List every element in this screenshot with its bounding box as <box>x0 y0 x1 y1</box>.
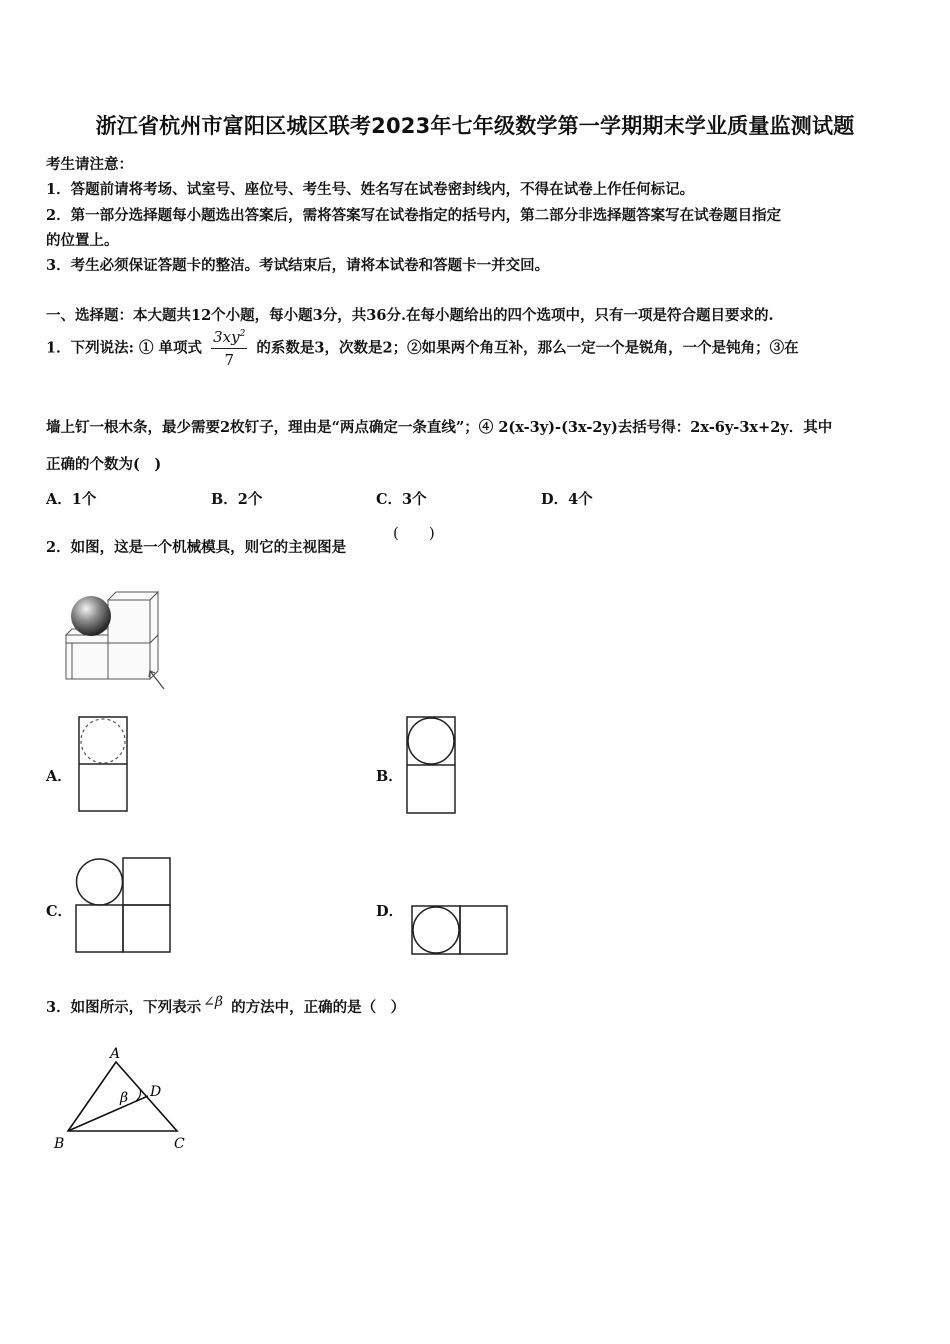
notice-item-2: 2．第一部分选择题每小题选出答案后，需将答案写在试卷指定的括号内，第二部分非选择题答案写在试卷题目指定 <box>46 207 782 224</box>
q1-option-b[interactable]: B．2个 <box>211 491 263 508</box>
q1-fraction-exponent: 2 <box>239 329 246 339</box>
q3-text-a: 3．如图所示，下列表示 <box>46 999 202 1016</box>
q2-mold-figure <box>58 585 168 695</box>
label-c: C <box>174 1136 185 1152</box>
label-a: A <box>110 1046 121 1062</box>
notice-item-2-cont: 的位置上。 <box>46 232 119 249</box>
q1-fraction-denominator: 7 <box>224 351 234 369</box>
q2-option-d[interactable]: D． <box>376 903 404 920</box>
q2-option-b[interactable]: B． <box>376 768 403 785</box>
q3-angle-symbol: ∠β <box>203 994 223 1010</box>
q2-blank: ( ) <box>393 524 435 542</box>
q3-text-b: 的方法中，正确的是（ ） <box>231 999 406 1016</box>
q2-option-c[interactable]: C． <box>46 903 73 920</box>
label-beta: β <box>120 1090 129 1106</box>
question-1-line-3: 正确的个数为( ) <box>46 456 162 473</box>
q1-text-a: 1．下列说法: ① 单项式 <box>46 339 203 357</box>
page-title: 浙江省杭州市富阳区城区联考2023年七年级数学第一学期期末学业质量监测试题 <box>95 114 855 138</box>
q2-option-a[interactable]: A． <box>46 768 72 785</box>
question-1-line-1 <box>46 328 799 369</box>
q1-fraction <box>211 328 247 369</box>
notice-item-1: 1．答题前请将考场、试室号、座位号、考生号、姓名写在试卷密封线内，不得在试卷上作任何标记。 <box>46 181 695 198</box>
q1-option-c[interactable]: C．3个 <box>376 491 427 508</box>
q2-option-b-figure[interactable] <box>406 716 458 814</box>
section-heading: 一、选择题：本大题共12个小题，每小题3分，共36分.在每小题给出的四个选项中，只有一项是符合题目要求的. <box>46 307 774 324</box>
q1-option-d[interactable]: D．4个 <box>541 491 593 508</box>
sphere-shape <box>71 596 111 636</box>
label-d: D <box>150 1084 162 1100</box>
q1-fraction-numerator: 3xy <box>213 328 240 346</box>
q2-option-c-figure[interactable] <box>75 856 173 954</box>
label-b: B <box>54 1136 65 1152</box>
notice-item-3: 3．考生必须保证答题卡的整洁。考试结束后，请将本试卷和答题卡一并交回。 <box>46 257 550 274</box>
q3-triangle-figure <box>50 1042 200 1154</box>
question-2-stem: 2．如图，这是一个机械模具，则它的主视图是 <box>46 539 347 556</box>
q2-option-d-figure[interactable] <box>410 904 510 956</box>
q1-text-b: 的系数是3，次数是2；②如果两个角互补，那么一定一个是锐角，一个是钝角；③在 <box>256 339 799 357</box>
question-3-line <box>46 996 405 1017</box>
q2-option-a-figure[interactable] <box>78 716 130 812</box>
notice-heading: 考生请注意： <box>46 156 133 173</box>
question-1-line-2: 墙上钉一根木条，最少需要2枚钉子，理由是“两点确定一条直线”；④ 2(x-3y)-(3x-2y)去括号得：2x-6y-3x+2y．其中 <box>46 419 833 436</box>
q1-option-a[interactable]: A．1个 <box>46 491 97 508</box>
